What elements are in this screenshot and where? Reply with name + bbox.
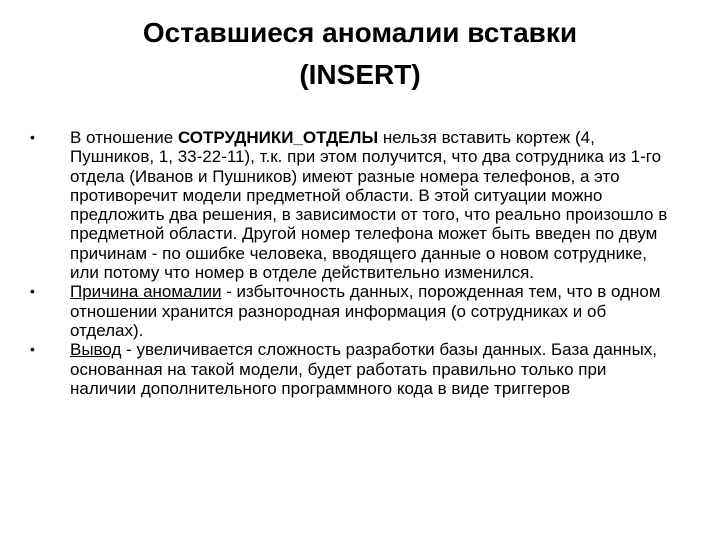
title-line-2: (INSERT)	[299, 59, 421, 90]
bullet-item-insert-example	[30, 128, 670, 282]
bullet-item-anomaly-cause	[30, 282, 670, 340]
title-line-1: Оставшиеся аномалии вставки	[142, 17, 578, 48]
bullet-item-conclusion	[30, 340, 670, 398]
bullet-list	[30, 128, 670, 398]
slide-title	[60, 12, 660, 96]
bullet-text: - увеличивается сложность разработки базы данных. База данных, основанная на такой модели, будет работать правильно только при наличии дополнительного программного кода в виде триггеров	[70, 340, 658, 398]
bullet-icon: •	[30, 283, 35, 300]
bullet-icon: •	[30, 129, 35, 145]
anomaly-cause-term: Причина аномалии	[70, 282, 222, 302]
bullet-icon: •	[30, 341, 35, 358]
conclusion-term: Вывод	[70, 340, 122, 360]
bullet-text: нельзя вставить кортеж (4, Пушников, 1, 33-22-11), т.к. при этом получится, что два сотрудника из 1-го отдела (Иванов и Пушников) имеют разные номера телефонов, а это противоречит модели предметной области. В этой ситуации можно предложить два решения, в зависимости от того, что реально произошло в предметной области. Другой номер телефона может быть введен по двум причинам - по ошибке человека, вводящего данные о новом сотруднике, или потому что номер в отделе действительно изменился.	[70, 128, 668, 283]
bullet-text: - избыточность данных, порожденная тем, что в одном отношении хранится разнородная информация (о сотрудниках и об отделах).	[70, 282, 661, 340]
relation-name: СОТРУДНИКИ_ОТДЕЛЫ	[177, 128, 379, 147]
bullet-prefix: В отношение	[70, 128, 178, 147]
